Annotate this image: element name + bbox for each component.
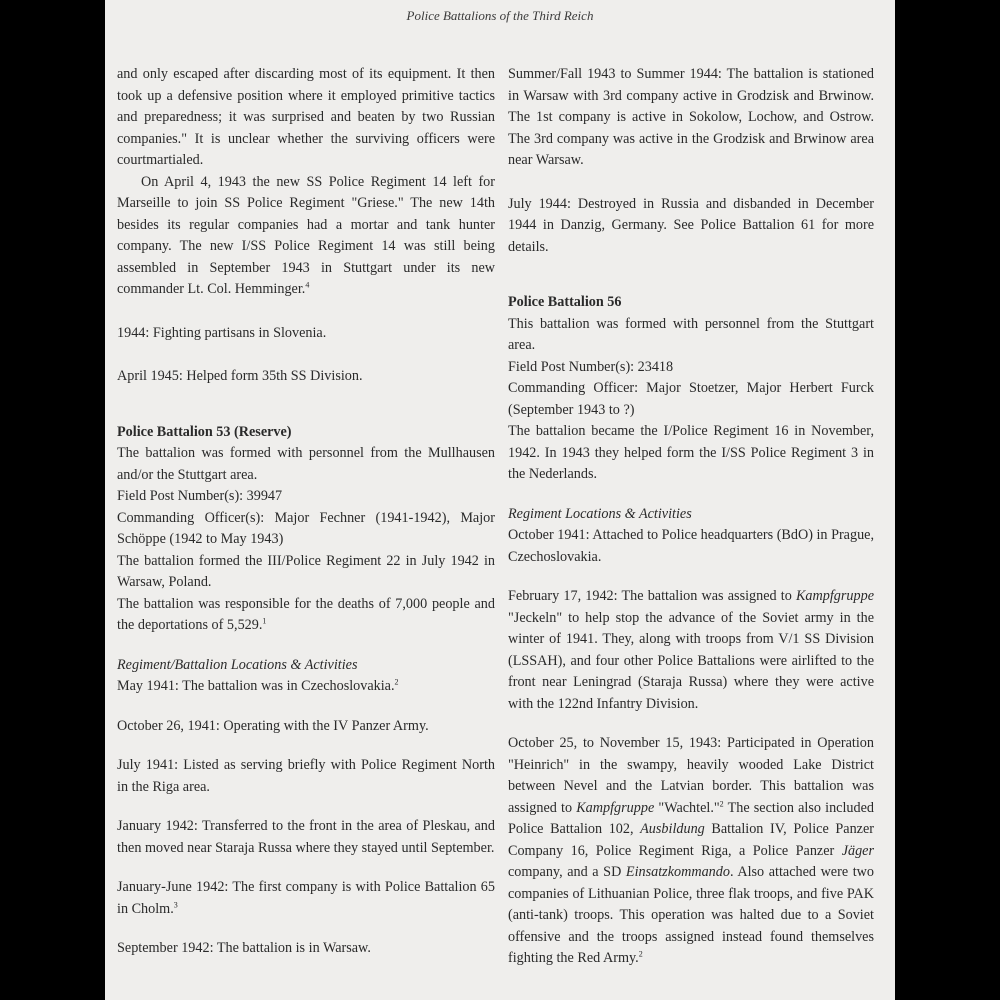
right-column (508, 64, 874, 970)
entry-1944: 1944: Fighting partisans in Slovenia. (117, 324, 327, 341)
b53-activity-sep-1942: September 1942: The battalion is in Warsaw. (117, 940, 371, 956)
running-head: Police Battalions of the Third Reich (406, 8, 594, 23)
entry-july-1944: July 1944: Destroyed in Russia and disbanded in December 1944 in Danzig, Germany. See Police Battalion 61 for more details. (508, 195, 874, 255)
paragraph-text: May 1941: The battalion was in Czechoslovakia. (117, 678, 395, 694)
paragraph-text: "Wachtel." (654, 799, 720, 816)
b56-became: The battalion became the I/Police Regiment 16 in November, 1942. In 1943 they helped form the I/SS Police Regiment 3 in the Nederlands. (508, 423, 874, 482)
paragraph-text: company, and a SD (508, 864, 626, 880)
b56-commanding-officer: Commanding Officer: Major Stoetzer, Major Herbert Furck (September 1943 to ?) (508, 380, 874, 418)
kampfgruppe-term: Kampfgruppe (795, 588, 874, 604)
left-column (117, 64, 495, 960)
ausbildung-term: Ausbildung (640, 821, 705, 837)
paragraph-text: January-June 1942: The first company is with Police Battalion 65 in Cholm. (117, 879, 495, 917)
paragraph-text: and only escaped after discarding most of its equipment. It then took up a defensive position where it employed primitive tactics and preparedness; it was surprised and beaten by two Russian companies." It is unclear whether the surviving officers were courtmartialed. (117, 66, 495, 168)
b53-activity-jan-1942: January 1942: Transferred to the front in the area of Pleskau, and then moved near Staraja Russa where they stayed until September. (117, 818, 495, 856)
footnote-marker: 1 (262, 616, 267, 626)
paragraph-regiment-14 (117, 172, 495, 301)
b53-subheading: Regiment/Battalion Locations & Activities (117, 656, 358, 673)
paragraph-text: Battalion IV, Police Panzer Company 16, Police Regiment Riga, a Police Panzer (508, 821, 874, 859)
b56-subheading: Regiment Locations & Activities (508, 505, 692, 522)
b53-field-post: Field Post Number(s): 39947 (117, 488, 283, 504)
paragraph-text: The section also included Police Battalion 102, (508, 799, 874, 837)
b56-formed: This battalion was formed with personnel from the Stuttgart area. (508, 315, 874, 353)
b56-activity-oct-1941: October 1941: Attached to Police headquarters (BdO) in Prague, Czechoslovakia. (508, 527, 875, 565)
footnote-marker: 2 (638, 949, 643, 959)
entry-april-1945: April 1945: Helped form 35th SS Division. (117, 368, 363, 384)
paragraph-text: . Also attached were two companies of Lithuanian Police, three flak troops, and five PAK (anti-tank) troops. This operation was halted due to a Soviet offensive and the troops assigned instead found themselves fighting the Red Army. (508, 864, 874, 966)
heading-battalion-53: Police Battalion 53 (Reserve) (117, 423, 292, 440)
b53-deaths (117, 594, 495, 637)
paragraph-text: On April 4, 1943 the new SS Police Regiment 14 left for Marseille to join SS Police Regiment "Griese." The new 14th besides its regular companies had a mortar and tank hunter company. The new I/SS Police Regiment 14 was still being assembled in September 1943 in Stuttgart under its new commander Lt. Col. Hemminger. (117, 173, 495, 297)
paragraph-continued (117, 64, 495, 172)
b53-commanding-officer: Commanding Officer(s): Major Fechner (1941-1942), Major Schöppe (1942 to May 1943) (117, 509, 495, 547)
heading-battalion-56: Police Battalion 56 (508, 294, 622, 310)
footnote-marker: 2 (719, 798, 724, 808)
b53-activity-may-1941 (117, 676, 495, 698)
b53-activity-oct-1941: October 26, 1941: Operating with the IV Panzer Army. (117, 717, 429, 734)
einsatzkommando-term: Einsatzkommando (625, 864, 730, 880)
b53-formed: The battalion was formed with personnel from the Mullhausen and/or the Stuttgart area. (117, 445, 495, 483)
b53-activity-jan-jun-1942 (117, 877, 495, 920)
b53-activity-jul-1941: July 1941: Listed as serving briefly with Police Regiment North in the Riga area. (117, 757, 495, 795)
paragraph-text: October 25, to November 15, 1943: Participated in Operation "Heinrich" in the swampy, heavily wooded Lake District between Nevel and the Latvian border. This battalion was assigned to (508, 735, 874, 816)
paragraph-text: "Jeckeln" to help stop the advance of the Soviet army in the winter of 1941. They, along with troops from V/1 SS Division (LSSAH), and four other Police Battalions were airlifted to the front near Leningrad (Staraja Russa) where they were active with the 122nd Infantry Division. (508, 609, 874, 712)
paragraph-text: February 17, 1942: The battalion was assigned to (508, 588, 796, 604)
b56-field-post: Field Post Number(s): 23418 (508, 358, 674, 375)
paragraph-text: The battalion was responsible for the deaths of 7,000 people and the deportations of 5,529. (117, 595, 495, 633)
b53-formed-regiment: The battalion formed the III/Police Regiment 22 in July 1942 in Warsaw, Poland. (117, 552, 495, 590)
b56-activity-oct-1943 (508, 733, 874, 970)
footnote-marker: 3 (173, 899, 178, 909)
book-page (105, 0, 895, 1000)
b56-activity-feb-1942 (508, 586, 874, 715)
jager-term: Jäger (841, 842, 874, 859)
footnote-marker: 4 (305, 280, 310, 290)
kampfgruppe-term: Kampfgruppe (576, 799, 655, 816)
entry-summer-1943: Summer/Fall 1943 to Summer 1944: The battalion is stationed in Warsaw with 3rd company active in Grodzisk and Brwinow. The 1st company is active in Sokolow, Lochow, and Ostrow. The 3rd company was active in the Grodzisk and Brwinow area near Warsaw. (508, 66, 874, 168)
footnote-marker: 2 (394, 677, 399, 687)
